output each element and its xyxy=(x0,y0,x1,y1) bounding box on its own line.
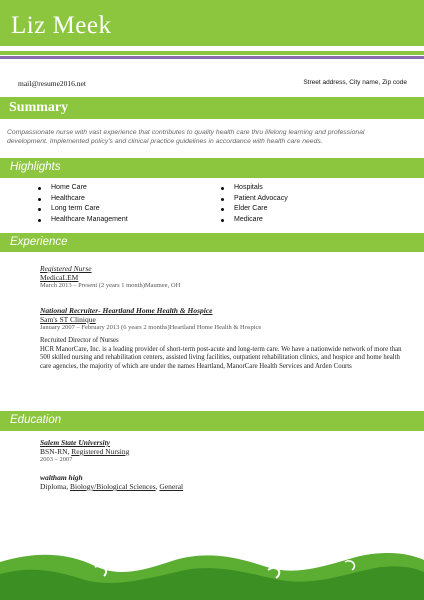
highlight-item: Healthcare xyxy=(38,194,128,205)
degree-field-link[interactable]: Registered Nursing xyxy=(71,447,130,456)
experience-section-bar xyxy=(0,233,424,252)
degree-field-link[interactable]: Biology/Biological Sciences xyxy=(70,482,156,491)
school-name: waltham high xyxy=(40,473,83,482)
education-heading: Education xyxy=(10,414,62,426)
degree-field-link[interactable]: General xyxy=(159,482,184,491)
job-description: HCR ManorCare, Inc. is a leading provider of short-term post-acute and long-term care. We have a nationwide network of more than 500 skilled nursing and rehabilitation centers, assisted living facilities, outpatient rehabilitation clinics, and hospice and home health care agencies, the majority of which are under the names Heartland, ManorCare Health Services and Arden Courts xyxy=(40,345,402,370)
job-role: Recruited Director of Nurses xyxy=(40,337,119,344)
highlight-item: Hospitals xyxy=(221,183,288,194)
school-name[interactable]: Salem State University xyxy=(40,438,110,447)
degree-separator: , xyxy=(155,482,160,491)
experience-entry xyxy=(40,306,410,371)
header-divider-purple xyxy=(0,56,424,59)
degree-line xyxy=(40,447,410,456)
degree-type: Diploma, xyxy=(40,482,70,491)
highlights-list-left xyxy=(38,183,128,225)
education-dates: 2003 – 2007 xyxy=(40,456,73,463)
candidate-name: Liz Meek xyxy=(11,12,112,39)
summary-text: Compassionate nurse with vast experience that contributes to quality health care thru lifelong learning and professional development. Implemented policy's and clinical practice guidelines in accordance with health care needs. xyxy=(7,129,365,145)
employer-name[interactable]: Sam's ST Clinique xyxy=(40,315,96,324)
highlights-section-bar xyxy=(0,158,424,178)
education-entry xyxy=(40,473,410,491)
highlights-heading: Highlights xyxy=(10,161,61,173)
degree-type: BSN-RN, xyxy=(40,447,72,456)
experience-heading: Experience xyxy=(10,236,68,248)
summary-heading: Summary xyxy=(9,100,69,115)
highlight-item: Long term Care xyxy=(38,204,128,215)
highlight-item: Healthcare Management xyxy=(38,215,128,226)
header-banner xyxy=(0,0,424,46)
summary-section-bar xyxy=(0,97,424,119)
education-entry xyxy=(40,438,410,463)
street-address: Street address, City name, Zip code xyxy=(303,79,407,86)
highlight-item: Elder Care xyxy=(221,204,288,215)
degree-line xyxy=(40,482,410,491)
highlight-item: Patient Advocacy xyxy=(221,194,288,205)
employer-name[interactable]: MedicaLEM xyxy=(40,273,79,282)
experience-entry xyxy=(40,264,410,289)
job-title[interactable]: National Recruiter- Heartland Home Health & Hospice xyxy=(40,306,213,315)
highlight-item: Home Care xyxy=(38,183,128,194)
header-divider-green xyxy=(0,51,424,55)
job-dates: March 2013 – Present (2 years 1 month)Maumee, OH xyxy=(40,282,181,289)
footer-wave-decoration xyxy=(0,540,424,600)
highlights-list-right xyxy=(221,183,288,225)
job-dates: January 2007 – February 2013 (6 years 2 months)Heartland Home Health & Hospice xyxy=(40,324,262,331)
email-address[interactable]: mail@resume2016.net xyxy=(18,79,86,88)
job-title[interactable]: Registered Nurse xyxy=(40,264,92,273)
highlight-item: Medicare xyxy=(221,215,288,226)
education-section-bar xyxy=(0,411,424,431)
